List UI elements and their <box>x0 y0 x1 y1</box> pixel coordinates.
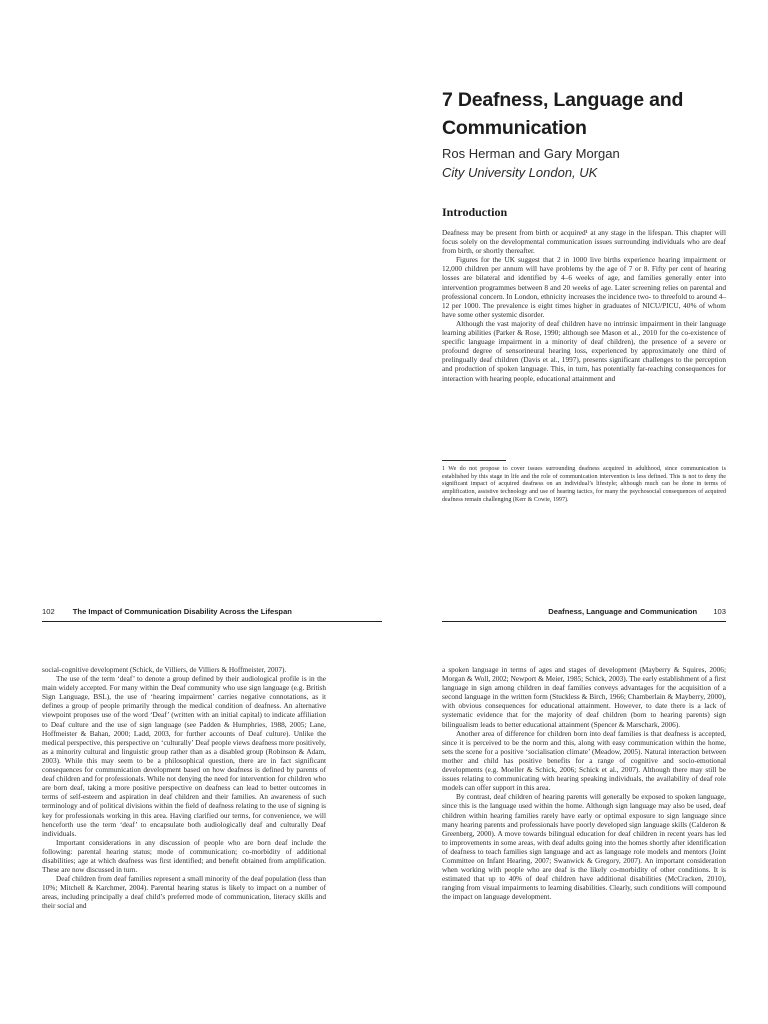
chapter-affiliation: City University London, UK <box>442 165 598 180</box>
page-number: 102 <box>42 607 55 616</box>
left-page-body <box>42 665 326 911</box>
paragraph: social-cognitive development (Schick, de Villiers, de Villiers & Hoffmeister, 2007). <box>42 665 287 674</box>
paragraph: The use of the term ‘deaf’ to denote a group defined by their audiological profile is in the main widely accepted. For many within the Deaf community who use sign language (e.g. British Sign Language, BSL), the use of ‘hearing impairment’ carries negative connotations, as it defines a group of people primarily through the medical condition of deafness. An alternative viewpoint proposes use of the word ‘Deaf’ (written with an initial capital) to indicate affiliation to Deaf culture and the use of sign language (see Padden & Humphries, 1988, 2005; Lane, Hoffmeister & Bahan, 2000; Ladd, 2003, for further accounts of Deaf culture). Unlike the medical perspective, this perspective on ‘culturally’ Deaf people views deafness more positively, as a minority cultural and linguistic group rather than as a disabled group (Robinson & Adam, 2003). While this may seem to be a philosophical question, there are in fact significant consequences for communication development based on how deafness is defined by parents of deaf children and for professionals. While not denying the need for intervention for children who are born deaf, taking a more positive perspective on deafness can lead to better outcomes in terms of self-esteem and aspiration in deaf children and their families. An awareness of such terminology and of political divisions within the field of deafness relating to the use of signing is key for professionals working in this area. Having clarified our terms, for convenience, we will henceforth use the term ‘deaf’ to encapsulate both audiologically deaf and culturally Deaf individuals. <box>42 674 326 838</box>
section-heading-introduction: Introduction <box>442 205 508 219</box>
chapter-title: 7 Deafness, Language and Communication <box>442 89 684 139</box>
paragraph: a spoken language in terms of ages and stages of development (Mayberry & Squires, 2006; Morgan & Woll, 2002; Newport & Meier, 1985; Schick, 2003). The early establishment of a first language in sign among children in deaf families conveys advantages for the acquisition of a second language in the written form (Stuckless & Birch, 1966; Chamberlain & Mayberry, 2000), with obvious consequences for educational attainment. However, to date there is a lack of systematic evidence that for the majority of deaf children (born to hearing parents) sign bilingualism leads to better educational attainment (Spencer & Marschark, 2006). <box>442 665 726 729</box>
running-title: The Impact of Communication Disability Across the Lifespan <box>72 607 292 616</box>
introduction-body <box>442 228 726 383</box>
paragraph: Deaf children from deaf families represent a small minority of the deaf population (less than 10%; Mitchell & Karchmer, 2004). Parental hearing status is likely to impact on a number of areas, including principally a deaf child’s preferred mode of communication, literacy skills and their social and <box>42 874 326 911</box>
chapter-authors: Ros Herman and Gary Morgan <box>442 146 620 161</box>
paragraph: Deafness may be present from birth or acquired¹ at any stage in the lifespan. This chapter will focus solely on the developmental communication issues surrounding individuals who are deaf from birth, or shortly thereafter. <box>442 228 726 256</box>
paragraph: By contrast, deaf children of hearing parents will generally be exposed to spoken language, since this is the language used within the home. Although sign language may also be used, deaf children within hearing families rarely have early or optimal exposure to sign language since many hearing parents and professionals have poorly developed sign language skills (Calderon & Greenberg, 2000). A move towards bilingual education for deaf children in recent years has led to improvements in some areas, with deaf adults going into the homes shortly after identification of deafness to teach families sign language and act as language role models and mentors (Joint Committee on Infant Hearing, 2007; Swanwick & Gregory, 2007). An important consideration when working with people who are deaf is the likely co-morbidity of other conditions. It is estimated that up to 40% of deaf children have additional disabilities (McCracken, 2010), ranging from visual impairments to learning disabilities. Clearly, such conditions will compound the impact on language development. <box>442 792 726 902</box>
running-title: Deafness, Language and Communication <box>548 607 698 616</box>
right-page-body <box>442 665 726 901</box>
footnote-rule <box>442 460 506 461</box>
paragraph: Figures for the UK suggest that 2 in 1000 live births experience hearing impairment or 12,000 children per annum will have problems by the age of 7 or 8. Fifty per cent of hearing losses are bilateral and identified by 4–6 weeks of age, and families generally enter into intervention programmes between 8 and 20 weeks of age. Later screening relies on parental and professional concern. In London, ethnicity increases the incidence two- to threefold to around 4–12 per 1000. The prevalence is eight times higher in graduates of NICU/PICU, 40% of whom have some other systemic disorder. <box>442 255 726 319</box>
running-head-right <box>442 607 726 622</box>
page-number: 103 <box>713 607 726 616</box>
paragraph: Important considerations in any discussion of people who are born deaf include the following: parental hearing status; mode of communication; co-morbidity of additional disabilities; age at which deafness was first identified; and benefit obtained from amplification. These are now discussed in turn. <box>42 837 326 875</box>
paragraph: Although the vast majority of deaf children have no intrinsic impairment in their language learning abilities (Parker & Rose, 1990; although see Mason et al., 2010 for the co-existence of specific language impairment in a minority of deaf children), the presence of a severe or profound degree of sensorineural hearing loss, experienced by approximately one third of prelingually deaf children (Davis et al., 1997), presents significant challenges to the perception and production of spoken language. This, in turn, has potentially far-reaching consequences for interaction with hearing people, educational attainment and <box>442 318 726 383</box>
running-head-left <box>42 607 382 622</box>
paragraph: Another area of difference for children born into deaf families is that deafness is accepted, since it is perceived to be the norm and this, along with easy communication within the home, sets the scene for a positive ‘socialisation climate’ (Meadow, 2005). Natural interaction between mother and child has positive benefits for a range of cognitive and socio-emotional developments (e.g. Moeller & Schick, 2006; Schick et al., 2007). Although there may still be issues relating to communicating with hearing speaking individuals, the availability of deaf role models can offer support in this area. <box>442 728 726 793</box>
footnote: 1 We do not propose to cover issues surrounding deafness acquired in adulthood, since communication is established by this stage in life and the role of communication intervention is less defined. This is not to deny the significant impact of acquired deafness on an individual’s lifestyle; although much can be done in terms of amplification, assistive technology and use of hearing tactics, for many the psychosocial consequences of acquired deafness remain challenging (Kerr & Cowie, 1997). <box>442 466 726 503</box>
